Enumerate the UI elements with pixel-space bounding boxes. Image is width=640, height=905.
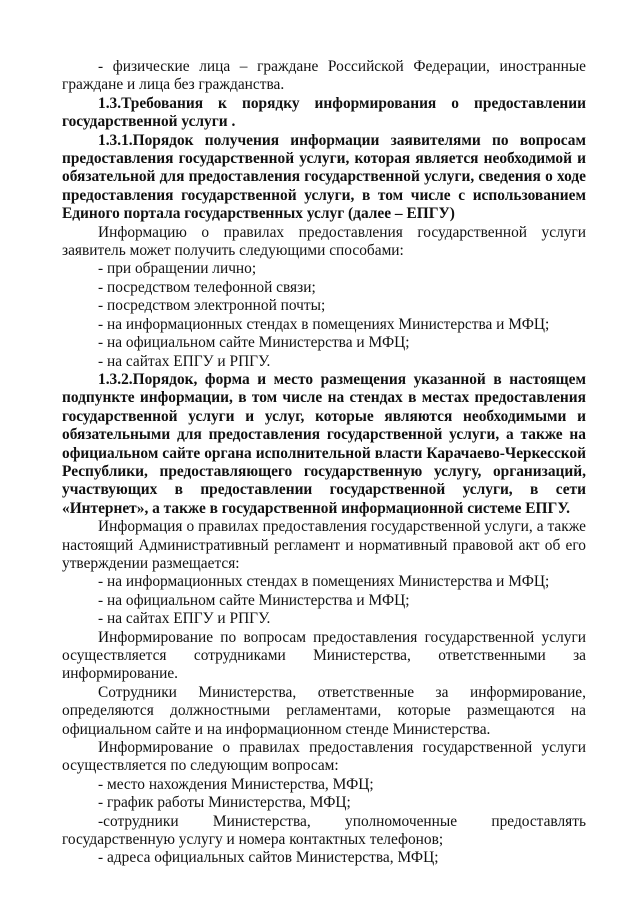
- paragraph-staff-regulations: Сотрудники Министерства, ответственные за информирование, определяются должностными регламентами, которые размещаются на официальном сайте и на информационном стенде Министерства.: [62, 683, 586, 738]
- heading-1-3-1: 1.3.1.Порядок получения информации заявителями по вопросам предоставления государственной услуги, которая является необходимой и обязательной для предоставления государственной услуги, сведения о ходе предоставления государственной услуги, в том числе с использованием Единого портала государственных услуг (далее – ЕПГУ): [62, 131, 586, 223]
- list-item: - на официальном сайте Министерства и МФЦ;: [98, 591, 410, 609]
- list-item: - посредством электронной почты;: [98, 297, 326, 315]
- paragraph-info-methods: Информацию о правилах предоставления государственной услуги заявитель может получить следующими способами:: [62, 223, 586, 260]
- list-item: - на официальном сайте Министерства и МФЦ;: [98, 334, 410, 352]
- list-item: - на сайтах ЕПГУ и РПГУ.: [98, 352, 271, 370]
- list-item: -сотрудники Министерства, уполномоченные предоставлять государственную услугу и номера контактных телефонов;: [62, 812, 586, 849]
- list-item: - посредством телефонной связи;: [98, 278, 316, 296]
- list-item: - при обращении лично;: [98, 260, 257, 278]
- list-item: - место нахождения Министерства, МФЦ;: [98, 775, 374, 793]
- paragraph-info-placement: Информация о правилах предоставления государственной услуги, а также настоящий Административный регламент и нормативный правовой акт об его утверждении размещается:: [62, 518, 586, 572]
- heading-1-3-2: 1.3.2.Порядок, форма и место размещения указанной в настоящем подпункте информации, в том числе на стендах в местах предоставления государственной услуги и услуг, которые являются необходимыми и обязательными для предоставления государственной услуги, а также на официальном сайте органа исполнительной власти Карачаево-Черкесской Республики, предоставляющего государственную услугу, организаций, участвующих в предоставлении государственной услуги, в сети «Интернет», а также в государственной информационной системе ЕПГУ.: [62, 370, 586, 517]
- list-item: - на информационных стендах в помещениях Министерства и МФЦ;: [98, 573, 550, 591]
- heading-1-3: 1.3.Требования к порядку информирования о предоставлении государственной услуги .: [62, 94, 586, 131]
- list-item: - на информационных стендах в помещениях Министерства и МФЦ;: [98, 315, 550, 333]
- list-item: - на сайтах ЕПГУ и РПГУ.: [98, 610, 271, 628]
- document-page: [62, 58, 586, 868]
- list-item: - адреса официальных сайтов Министерства, МФЦ;: [98, 849, 439, 867]
- paragraph-individuals: - физические лица – граждане Российской Федерации, иностранные граждане и лица без гражданства.: [62, 58, 586, 94]
- paragraph-informing-staff: Информирование по вопросам предоставления государственной услуги осуществляется сотрудниками Министерства, ответственными за информирование.: [62, 628, 586, 683]
- list-item: - график работы Министерства, МФЦ;: [98, 794, 351, 812]
- paragraph-informing-topics: Информирование о правилах предоставления государственной услуги осуществляется по следующим вопросам:: [62, 739, 586, 775]
